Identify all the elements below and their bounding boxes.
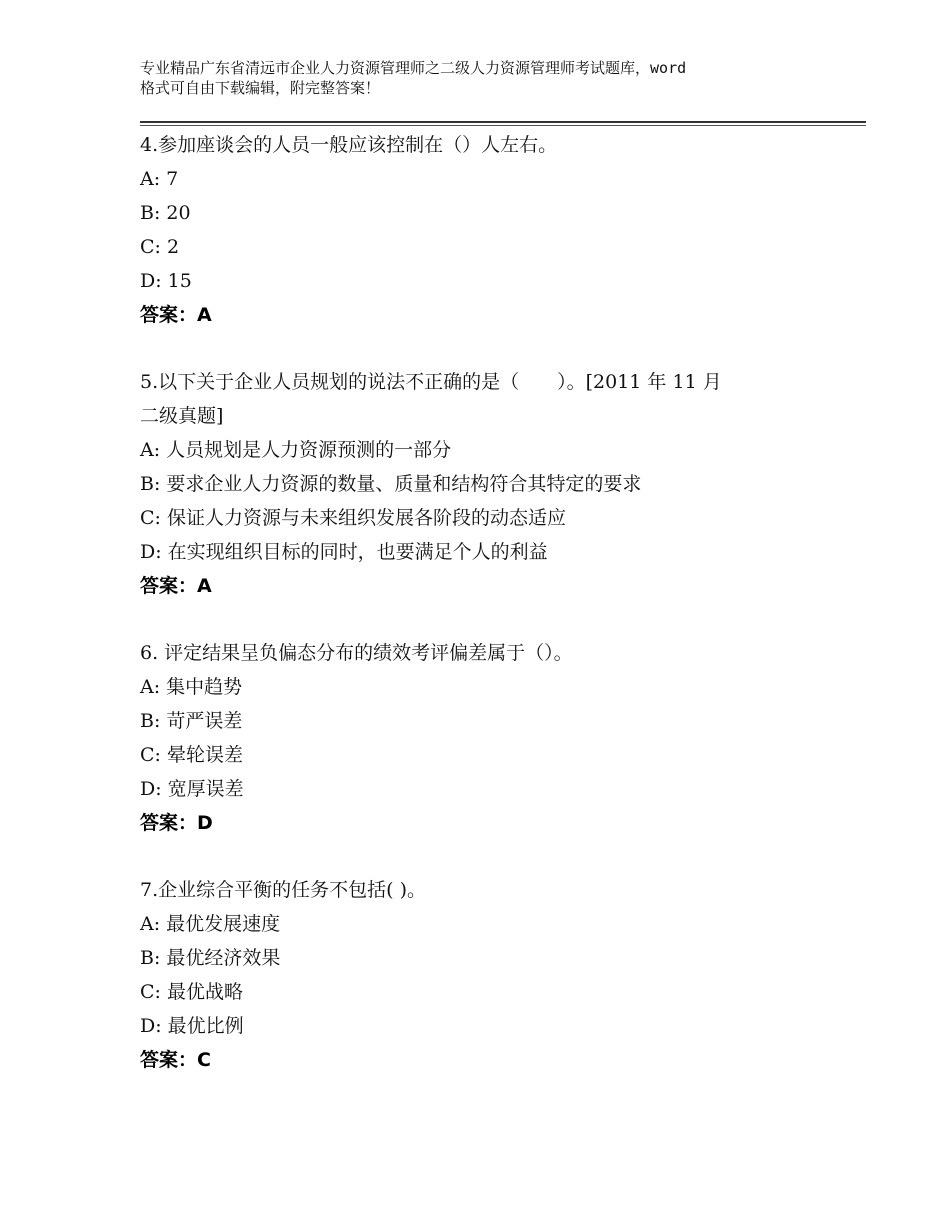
question-text: 6. 评定结果呈负偏态分布的绩效考评偏差属于（）。 (140, 642, 573, 664)
question-text: 7.企业综合平衡的任务不包括( )。 (140, 879, 426, 901)
answer-label: 答案：A (140, 304, 212, 326)
option-b: B: 要求企业人力资源的数量、质量和结构符合其特定的要求 (140, 473, 642, 495)
option-c: C: 晕轮误差 (140, 744, 243, 766)
answer-label: 答案：A (140, 575, 212, 597)
answer-label: 答案：D (140, 812, 213, 834)
option-d: D: 最优比例 (140, 1015, 244, 1037)
option-d: D: 15 (140, 270, 192, 292)
option-a: A: 人员规划是人力资源预测的一部分 (140, 439, 452, 461)
option-a: A: 7 (140, 168, 179, 190)
question-5 (140, 365, 840, 603)
answer-label: 答案：C (140, 1049, 211, 1071)
option-b: B: 最优经济效果 (140, 947, 281, 969)
option-c: C: 最优战略 (140, 981, 243, 1003)
question-4 (140, 128, 840, 332)
question-list (140, 128, 840, 1110)
option-a: A: 最优发展速度 (140, 913, 281, 935)
header-line-2: 格式可自由下载编辑，附完整答案！ (140, 79, 381, 97)
header-line-1: 专业精品广东省清远市企业人力资源管理师之二级人力资源管理师考试题库，word (140, 59, 687, 77)
option-b: B: 20 (140, 202, 191, 224)
option-d: D: 在实现组织目标的同时，也要满足个人的利益 (140, 541, 548, 563)
question-6 (140, 636, 840, 840)
header-divider-thick (140, 121, 866, 123)
question-text: 5.以下关于企业人员规划的说法不正确的是（ ）。[2011 年 11 月 (140, 371, 722, 393)
option-d: D: 宽厚误差 (140, 778, 244, 800)
question-7 (140, 873, 840, 1077)
option-b: B: 苛严误差 (140, 710, 243, 732)
option-c: C: 2 (140, 236, 180, 258)
question-text-continued: 二级真题] (140, 405, 224, 427)
option-a: A: 集中趋势 (140, 676, 243, 698)
document-header (140, 58, 840, 98)
header-divider-thin (140, 125, 866, 126)
option-c: C: 保证人力资源与未来组织发展各阶段的动态适应 (140, 507, 566, 529)
question-text: 4.参加座谈会的人员一般应该控制在（）人左右。 (140, 134, 558, 156)
